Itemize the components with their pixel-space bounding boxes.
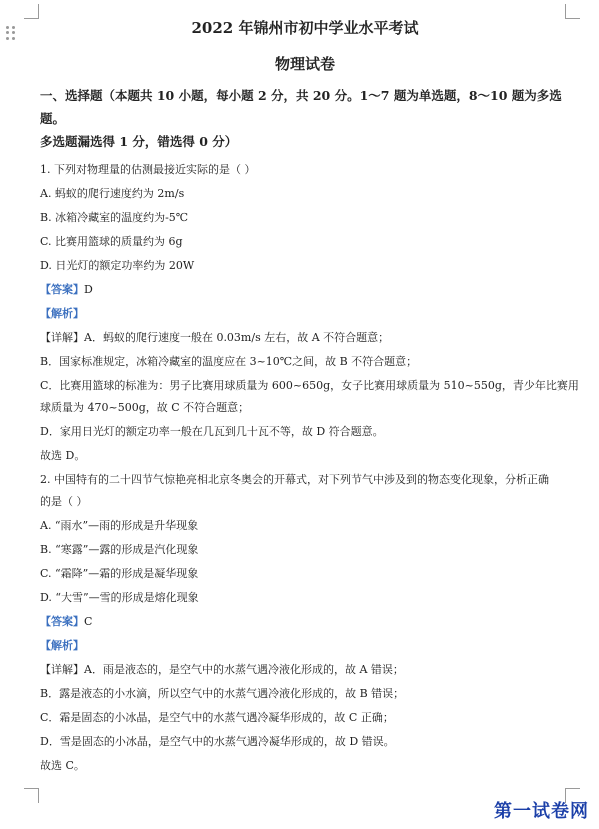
- q1-detail-a-text: A．蚂蚁的爬行速度一般在 0.03m/s 左右，故 A 不符合题意；: [84, 331, 390, 344]
- q2-stem-line-1: 2. 中国特有的二十四节气惊艳亮相北京冬奥会的开幕式，对下列节气中涉及到的物态变化现象，分析正确: [40, 473, 549, 486]
- crop-mark-top-left: [24, 4, 39, 19]
- exam-subtitle: 物理试卷: [274, 55, 335, 73]
- detail-tag: 【详解】: [40, 663, 84, 676]
- q2-detail-a-text: A．雨是液态的，是空气中的水蒸气遇冷液化形成的，故 A 错误；: [84, 663, 404, 676]
- analysis-tag: 【解析】: [40, 307, 84, 320]
- q1-option-b: B. 冰箱冷藏室的温度约为-5℃: [40, 211, 189, 224]
- section-heading-line-2: 多选题漏选得 1 分，错选得 0 分）: [40, 134, 238, 149]
- q2-detail-c: C．霜是固态的小冰晶，是空气中的水蒸气遇冷凝华形成的，故 C 正确；: [40, 711, 394, 724]
- answer-tag: 【答案】: [40, 283, 84, 296]
- q2-answer-value: C: [84, 615, 93, 628]
- q1-conclusion: 故选 D。: [40, 449, 86, 462]
- q1-detail-a: [40, 331, 570, 345]
- q1-analysis: [40, 307, 570, 321]
- site-watermark: 第一试卷网: [494, 801, 589, 822]
- q2-analysis: [40, 639, 570, 653]
- q1-detail-b: B．国家标准规定，冰箱冷藏室的温度应在 3~10℃之间，故 B 不符合题意；: [40, 355, 418, 368]
- q2-conclusion: 故选 C。: [40, 759, 85, 772]
- q2-detail-b: B．露是液态的小水滴，所以空气中的水蒸气遇冷液化形成的，故 B 错误；: [40, 687, 405, 700]
- q1-detail-c-line-1: C．比赛用篮球的标准为：男子比赛用球质量为 600~650g，女子比赛用球质量为 510~550g，青少年比赛用: [40, 379, 579, 392]
- q2-option-b: B. “寒露”—露的形成是汽化现象: [40, 543, 199, 556]
- q1-option-c: C. 比赛用篮球的质量约为 6g: [40, 235, 183, 248]
- q2-answer: [40, 615, 570, 629]
- q1-detail-d: D．家用日光灯的额定功率一般在几瓦到几十瓦不等，故 D 符合题意。: [40, 425, 384, 438]
- q2-detail-a: [40, 663, 570, 677]
- q1-option-d: D. 日光灯的额定功率约为 20W: [40, 259, 195, 272]
- q1-answer: [40, 283, 570, 297]
- q2-detail-d: D．雪是固态的小冰晶，是空气中的水蒸气遇冷凝华形成的，故 D 错误。: [40, 735, 395, 748]
- crop-mark-top-right: [565, 4, 580, 19]
- section-heading-line-1: 一、选择题（本题共 10 小题，每小题 2 分，共 20 分。1～7 题为单选题，8～10 题为多选题。: [40, 88, 562, 126]
- crop-mark-bottom-left: [24, 788, 39, 803]
- q2-option-d: D. “大雪”—雪的形成是熔化现象: [40, 591, 199, 604]
- q2-option-a: A. “雨水”—雨的形成是升华现象: [40, 519, 199, 532]
- analysis-tag: 【解析】: [40, 639, 84, 652]
- q2-option-c: C. “霜降”—霜的形成是凝华现象: [40, 567, 199, 580]
- q1-detail-c-line-2: 球质量为 470~500g，故 C 不符合题意；: [40, 401, 250, 414]
- q1-stem: 1. 下列对物理量的估测最接近实际的是（ ）: [40, 163, 256, 176]
- answer-tag: 【答案】: [40, 615, 84, 628]
- section-heading: [40, 84, 570, 153]
- q1-option-a: A. 蚂蚁的爬行速度约为 2m/s: [40, 187, 185, 200]
- detail-tag: 【详解】: [40, 331, 84, 344]
- document-page: [40, 18, 579, 773]
- q1-answer-value: D: [84, 283, 93, 296]
- exam-title: 2022 年锦州市初中学业水平考试: [191, 19, 419, 37]
- q2-stem-line-2: 的是（ ）: [40, 495, 88, 508]
- drag-handle-icon[interactable]: [6, 26, 16, 40]
